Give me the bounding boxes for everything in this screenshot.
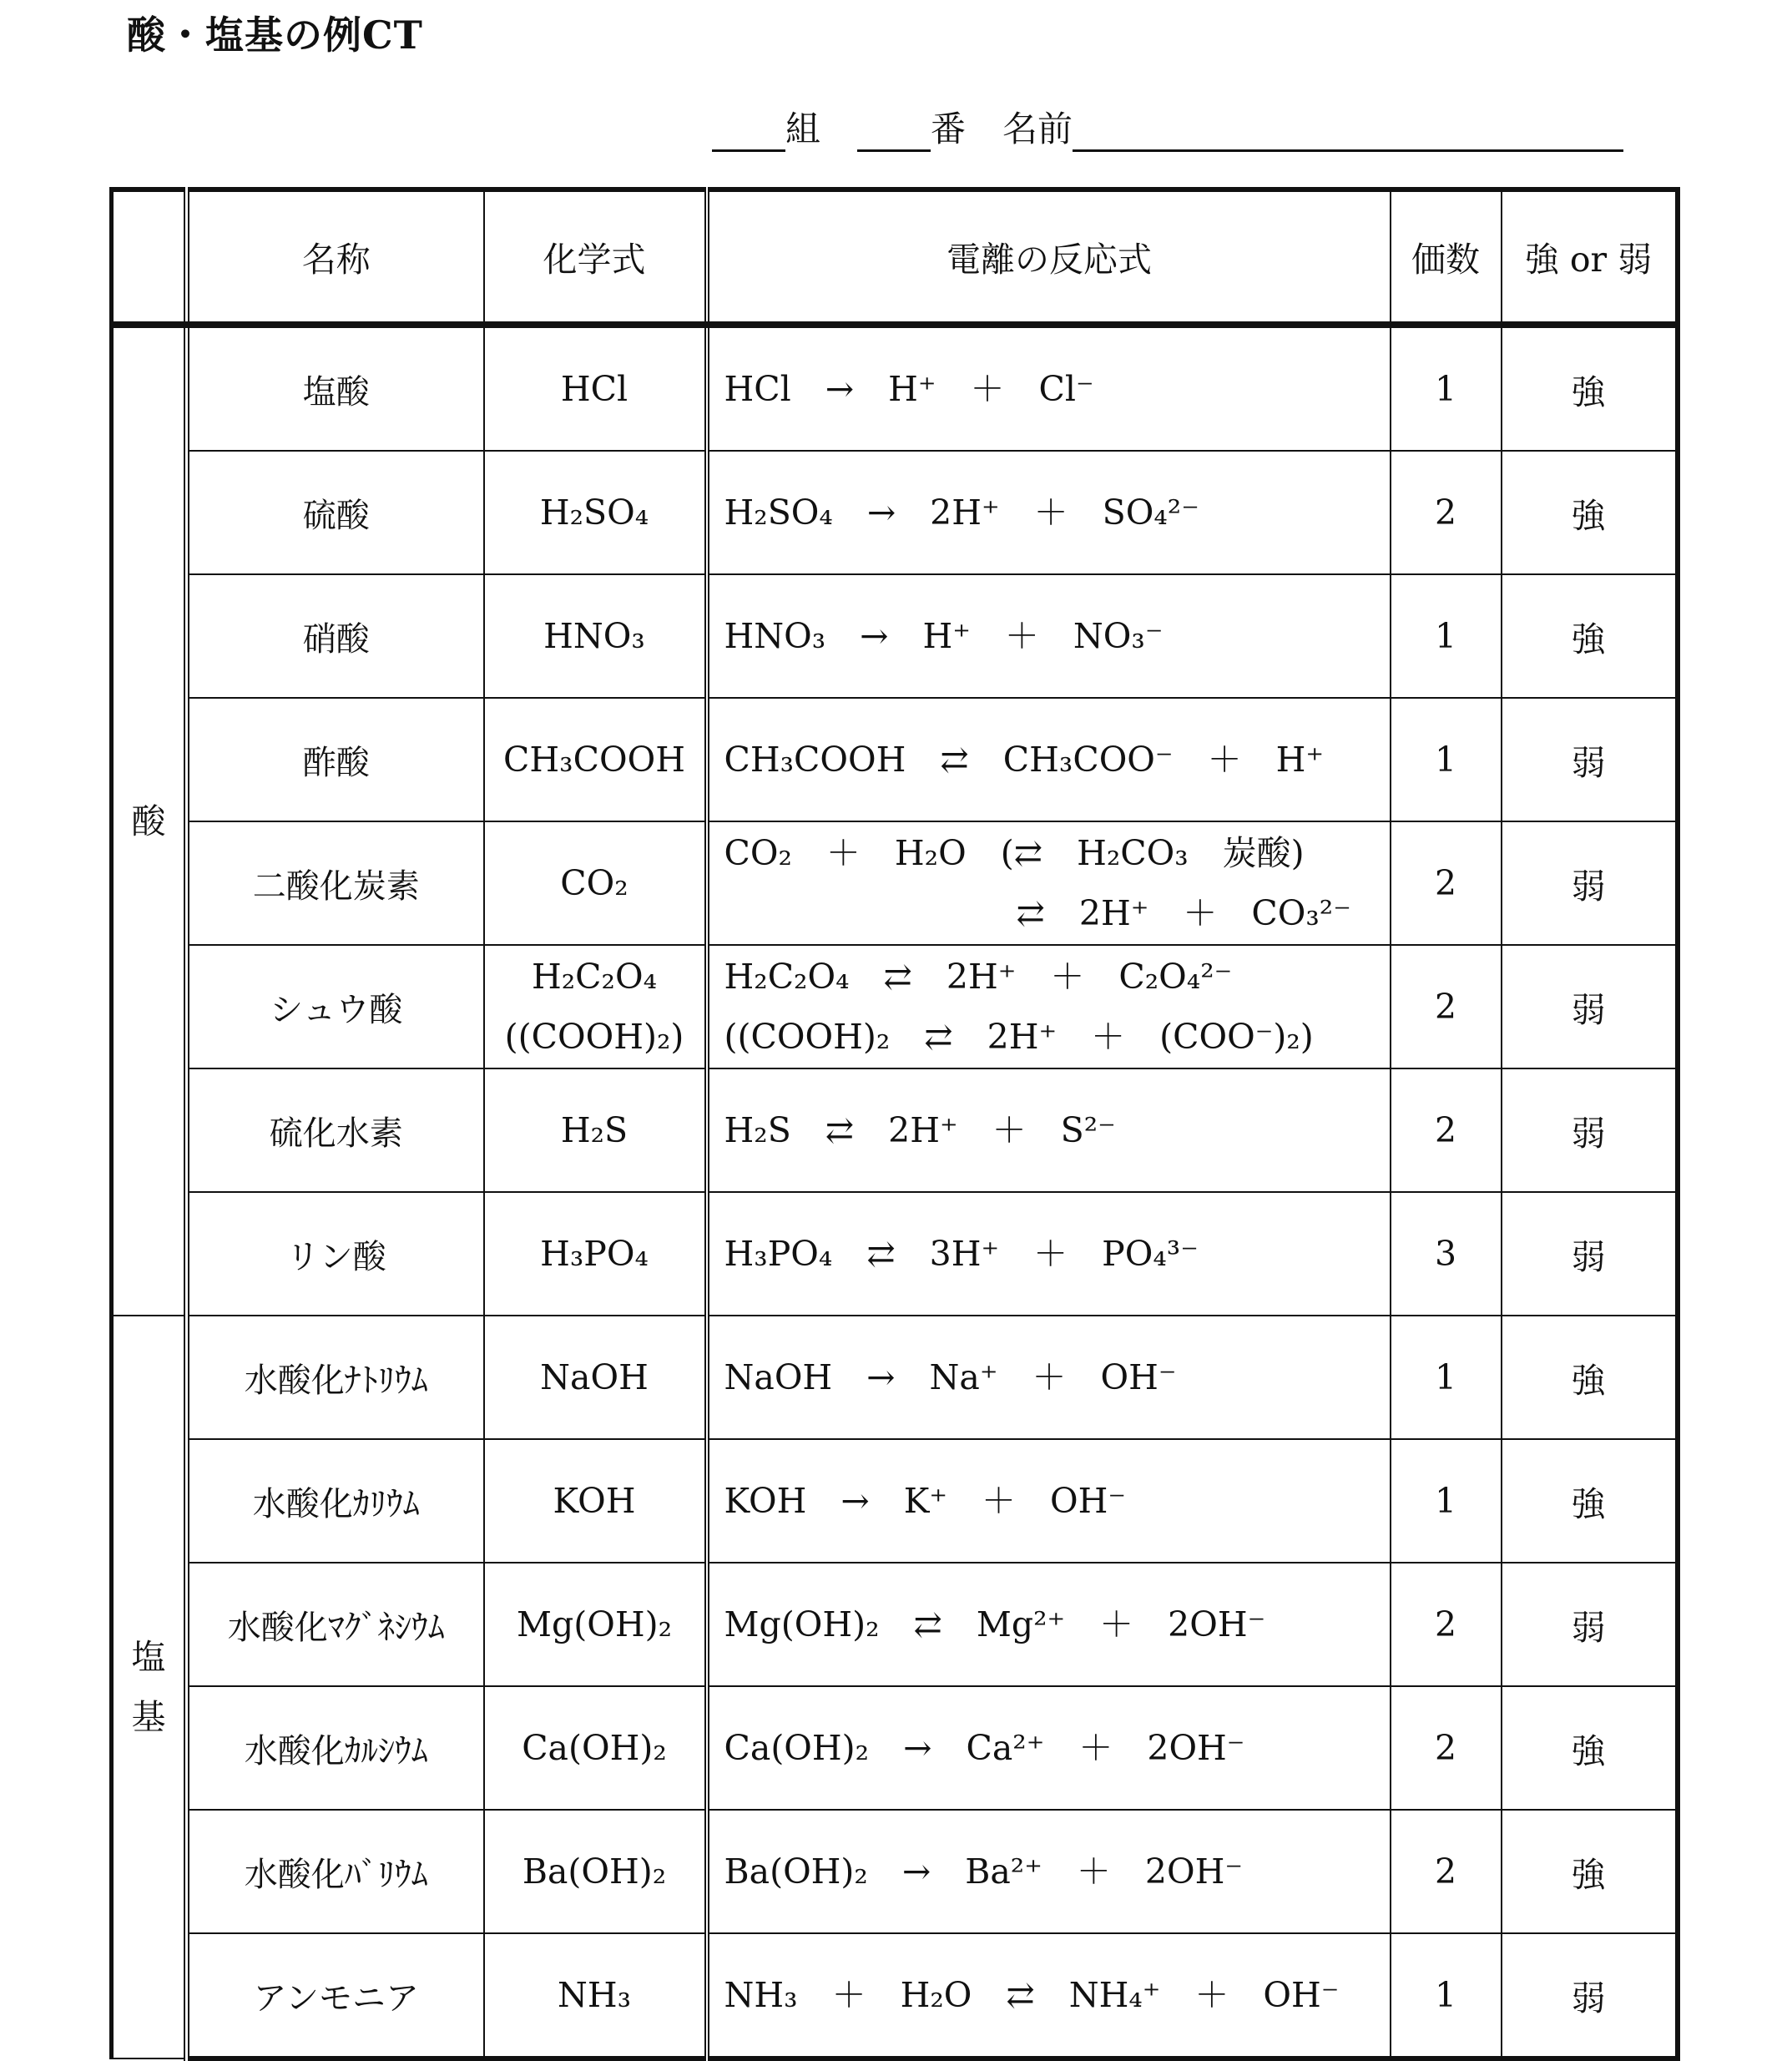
compound-name: 酢酸 (187, 698, 484, 821)
valence: 2 (1391, 1068, 1502, 1192)
table-row (112, 821, 1678, 945)
table-row (112, 1810, 1678, 1933)
compound-formula: NaOH (484, 1316, 707, 1439)
table-row (112, 945, 1678, 1068)
ionization-equation: H₂S ⇄ 2H⁺ ＋ S²⁻ (707, 1068, 1391, 1192)
class-blank[interactable] (712, 113, 785, 152)
table-row (112, 1933, 1678, 2058)
compound-name: 二酸化炭素 (187, 821, 484, 945)
header-strength: 強 or 弱 (1502, 189, 1678, 325)
valence: 2 (1391, 451, 1502, 574)
compound-formula: Mg(OH)₂ (484, 1563, 707, 1686)
valence: 2 (1391, 1810, 1502, 1933)
ionization-equation (707, 945, 1391, 1068)
table-row (112, 1563, 1678, 1686)
compound-formula: Ca(OH)₂ (484, 1686, 707, 1810)
page-title: 酸・塩基の例CT (127, 13, 423, 58)
compound-formula: CO₂ (484, 821, 707, 945)
strength: 弱 (1502, 1068, 1678, 1192)
class-label: 組 (785, 109, 821, 149)
strength: 弱 (1502, 1192, 1678, 1316)
valence: 1 (1391, 698, 1502, 821)
strength: 強 (1502, 574, 1678, 698)
name-label: 名前 (1002, 109, 1073, 149)
compound-name: シュウ酸 (187, 945, 484, 1068)
ionization-equation: CH₃COOH ⇄ CH₃COO⁻ ＋ H⁺ (707, 698, 1391, 821)
table-row (112, 1316, 1678, 1439)
table-row (112, 1192, 1678, 1316)
strength: 弱 (1502, 1933, 1678, 2058)
compound-formula: CH₃COOH (484, 698, 707, 821)
number-label: 番 (931, 109, 967, 149)
group-acid-label: 酸 (131, 801, 166, 841)
header-equation: 電離の反応式 (707, 189, 1391, 325)
valence: 2 (1391, 1563, 1502, 1686)
strength: 強 (1502, 451, 1678, 574)
compound-formula: HNO₃ (484, 574, 707, 698)
valence: 1 (1391, 325, 1502, 451)
strength: 弱 (1502, 821, 1678, 945)
table-row (112, 698, 1678, 821)
valence: 3 (1391, 1192, 1502, 1316)
header-group-cell (112, 189, 187, 325)
ionization-equation: HCl → H⁺ ＋ Cl⁻ (707, 325, 1391, 451)
table-row (112, 1068, 1678, 1192)
table-row (112, 574, 1678, 698)
compound-formula: H₂S (484, 1068, 707, 1192)
strength: 弱 (1502, 698, 1678, 821)
compound-formula: H₂SO₄ (484, 451, 707, 574)
compound-name: リン酸 (187, 1192, 484, 1316)
compound-name: アンモニア (187, 1933, 484, 2058)
header-formula: 化学式 (484, 189, 707, 325)
compound-name: 硫化水素 (187, 1068, 484, 1192)
valence: 2 (1391, 821, 1502, 945)
formula-line-2: ((COOH)₂) (504, 1017, 684, 1057)
compound-formula: NH₃ (484, 1933, 707, 2058)
equation-line-2: ((COOH)₂ ⇄ 2H⁺ ＋ (COO⁻)₂) (724, 1017, 1314, 1057)
table-header-row (112, 189, 1678, 325)
compound-name: 水酸化ﾅﾄﾘｳﾑ (187, 1316, 484, 1439)
header-name: 名称 (187, 189, 484, 325)
group-base-label-1: 塩 (131, 1637, 166, 1677)
strength: 強 (1502, 1439, 1678, 1563)
ionization-equation: Ba(OH)₂ → Ba²⁺ ＋ 2OH⁻ (707, 1810, 1391, 1933)
compound-formula: Ba(OH)₂ (484, 1810, 707, 1933)
compound-name: 硝酸 (187, 574, 484, 698)
table-row (112, 451, 1678, 574)
compound-name: 硫酸 (187, 451, 484, 574)
ionization-equation: Ca(OH)₂ → Ca²⁺ ＋ 2OH⁻ (707, 1686, 1391, 1810)
group-acid (112, 325, 187, 1316)
strength: 強 (1502, 325, 1678, 451)
number-blank[interactable] (857, 113, 931, 152)
ionization-equation: H₃PO₄ ⇄ 3H⁺ ＋ PO₄³⁻ (707, 1192, 1391, 1316)
strength: 弱 (1502, 945, 1678, 1068)
name-blank[interactable] (1073, 113, 1623, 152)
formula-line-1: H₂C₂O₄ (531, 957, 658, 997)
compound-formula: H₃PO₄ (484, 1192, 707, 1316)
compound-name: 水酸化ｶﾙｼｳﾑ (187, 1686, 484, 1810)
valence: 2 (1391, 1686, 1502, 1810)
valence: 2 (1391, 945, 1502, 1068)
compound-formula (484, 945, 707, 1068)
strength: 強 (1502, 1316, 1678, 1439)
table-row (112, 1439, 1678, 1563)
valence: 1 (1391, 574, 1502, 698)
ionization-equation: NaOH → Na⁺ ＋ OH⁻ (707, 1316, 1391, 1439)
equation-line-1: H₂C₂O₄ ⇄ 2H⁺ ＋ C₂O₄²⁻ (724, 957, 1233, 997)
table-row (112, 325, 1678, 451)
valence: 1 (1391, 1316, 1502, 1439)
student-info-line (712, 102, 1623, 152)
group-base (112, 1316, 187, 2058)
ionization-equation: KOH → K⁺ ＋ OH⁻ (707, 1439, 1391, 1563)
strength: 弱 (1502, 1563, 1678, 1686)
compound-formula: KOH (484, 1439, 707, 1563)
header-valence: 価数 (1391, 189, 1502, 325)
acid-base-table (109, 187, 1680, 2061)
valence: 1 (1391, 1933, 1502, 2058)
group-base-label-2: 基 (131, 1697, 166, 1737)
compound-name: 水酸化ﾏｸﾞﾈｼｳﾑ (187, 1563, 484, 1686)
valence: 1 (1391, 1439, 1502, 1563)
compound-name: 塩酸 (187, 325, 484, 451)
ionization-equation: NH₃ ＋ H₂O ⇄ NH₄⁺ ＋ OH⁻ (707, 1933, 1391, 2058)
equation-line-2: ⇄ 2H⁺ ＋ CO₃²⁻ (1016, 893, 1351, 933)
strength: 強 (1502, 1810, 1678, 1933)
compound-name: 水酸化ｶﾘｳﾑ (187, 1439, 484, 1563)
ionization-equation: HNO₃ → H⁺ ＋ NO₃⁻ (707, 574, 1391, 698)
ionization-equation (707, 821, 1391, 945)
compound-name: 水酸化ﾊﾞﾘｳﾑ (187, 1810, 484, 1933)
ionization-equation: Mg(OH)₂ ⇄ Mg²⁺ ＋ 2OH⁻ (707, 1563, 1391, 1686)
ionization-equation: H₂SO₄ → 2H⁺ ＋ SO₄²⁻ (707, 451, 1391, 574)
strength: 強 (1502, 1686, 1678, 1810)
compound-formula: HCl (484, 325, 707, 451)
equation-line-1: CO₂ ＋ H₂O (⇄ H₂CO₃ 炭酸) (724, 833, 1305, 873)
table-row (112, 1686, 1678, 1810)
